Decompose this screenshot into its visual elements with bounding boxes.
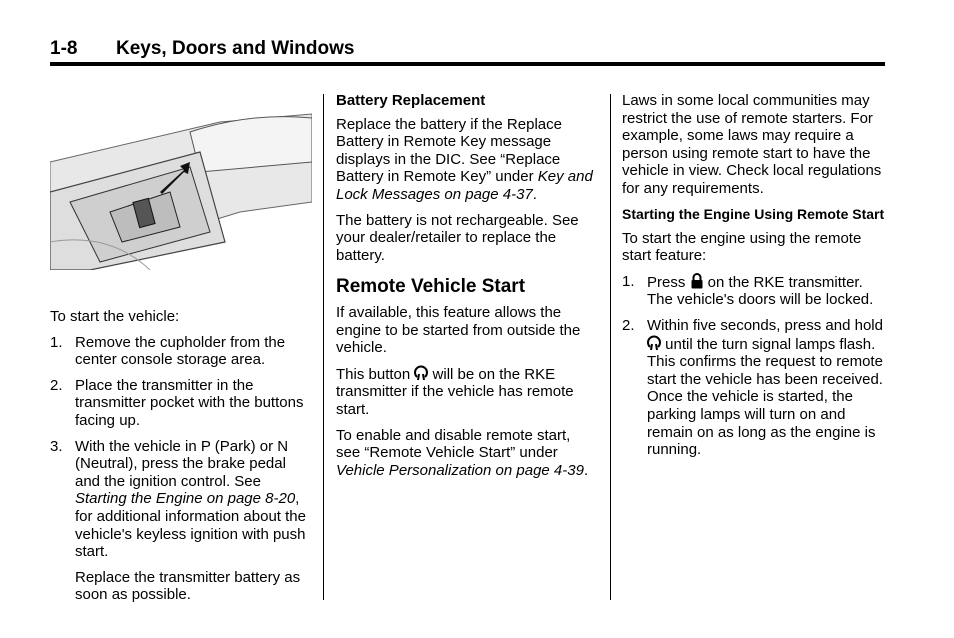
cross-reference: Key and Lock Messages on page 4-37	[336, 168, 593, 203]
battery-paragraph: Replace the battery if the Replace Battery in Remote Key message displays in the DIC. See “Replace Battery in Remote Key” under Key and Lock Messages on page 4-37.	[336, 115, 593, 203]
cross-reference: Vehicle Personalization on page 4-39	[336, 461, 584, 479]
column-2	[336, 92, 598, 487]
column-1	[50, 92, 310, 612]
remote-start-intro: To start the engine using the remote start feature:	[622, 229, 862, 265]
battery-note: Replace the transmitter battery as soon as possible.	[75, 568, 301, 604]
remote-start-icon	[414, 365, 428, 381]
button-paragraph: This button will be on the RKE transmitter if the vehicle has remote start.	[336, 365, 574, 418]
intro-text: To start the vehicle:	[50, 308, 180, 325]
list-item: 2. Place the transmitter in the transmitter pocket with the buttons facing up.	[50, 376, 304, 429]
list-item: 1. Remove the cupholder from the center console storage area.	[50, 333, 286, 369]
column-divider	[610, 94, 611, 600]
availability-paragraph: If available, this feature allows the engine to be started from outside the vehicle.	[336, 303, 581, 357]
laws-paragraph: Laws in some local communities may restrict the use of remote starters. For example, some laws may require a person using remote start to have the vehicle in view. Check local regulations for any requirements.	[622, 92, 882, 197]
page-number: 1-8	[50, 38, 78, 59]
remote-start-icon	[647, 335, 661, 351]
starting-engine-heading: Starting the Engine Using Remote Start	[622, 205, 885, 222]
column-3	[622, 92, 886, 467]
rechargeable-paragraph: The battery is not rechargeable. See your dealer/retailer to replace the battery.	[336, 211, 579, 264]
lock-icon	[690, 273, 704, 289]
remote-start-steps	[622, 273, 886, 459]
section-title: Keys, Doors and Windows	[116, 38, 355, 59]
list-item: 2. Within five seconds, press and hold until the turn signal lamps flash. This confirms the request to remote start the vehicle has been received. Once the vehicle is started, the parking lamps will turn on and remain on as long as the engine is running.	[622, 316, 883, 459]
remote-start-heading: Remote Vehicle Start	[336, 276, 526, 298]
list-item: 1. Press on the RKE transmitter. The vehicle's doors will be locked.	[622, 272, 874, 309]
header-rule	[50, 62, 885, 66]
column-divider	[323, 94, 324, 600]
list-item: 3. With the vehicle in P (Park) or N (Neutral), press the brake pedal and the ignition control. See Starting the Engine on page 8-20, for additional information about the vehicle's keyless ignition with push start.	[50, 437, 306, 561]
battery-heading: Battery Replacement	[336, 92, 486, 109]
page-header	[50, 38, 354, 60]
cross-reference: Starting the Engine on page 8-20	[75, 490, 296, 508]
start-steps	[50, 334, 310, 561]
enable-paragraph: To enable and disable remote start, see “Remote Vehicle Start” under Vehicle Personalization on page 4-39.	[336, 426, 589, 479]
console-illustration	[50, 92, 312, 270]
